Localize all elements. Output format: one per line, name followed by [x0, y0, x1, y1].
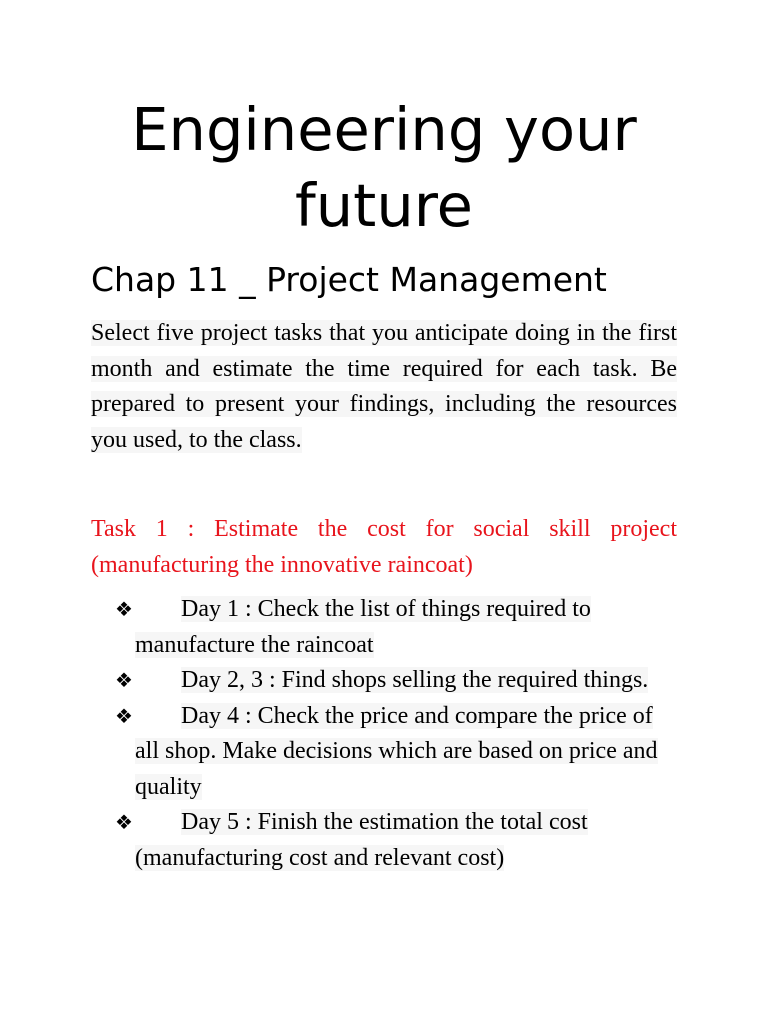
day-item-text: Day 5 : Finish the estimation the total cost (manufacturing cost and relevant cost)	[135, 809, 588, 871]
day-list	[115, 592, 675, 876]
list-item	[115, 663, 675, 699]
diamond-bullet-icon: ❖	[115, 703, 133, 728]
list-item	[115, 592, 675, 663]
day-item-text: Day 4 : Check the price and compare the price of all shop. Make decisions which are based on price and quality	[135, 702, 658, 800]
document-title: Engineering your future	[131, 95, 637, 240]
list-item	[115, 699, 675, 806]
intro-paragraph	[91, 316, 677, 458]
diamond-bullet-icon: ❖	[115, 597, 133, 621]
list-item	[115, 805, 675, 876]
task-heading: Task 1 : Estimate the cost for social skill project (manufacturing the innovative raincoat)	[91, 516, 677, 578]
chapter-heading: Chap 11 _ Project Management	[91, 260, 607, 299]
day-item-text: Day 2, 3 : Find shops selling the required things.	[181, 667, 649, 693]
diamond-bullet-icon: ❖	[115, 668, 133, 692]
day-item-text: Day 1 : Check the list of things required to manufacture the raincoat	[135, 596, 591, 658]
intro-text: Select five project tasks that you anticipate doing in the first month and estimate the time required for each task. Be prepared to present your findings, including the resources you used, to the class.	[91, 320, 677, 453]
diamond-bullet-icon: ❖	[115, 810, 133, 834]
